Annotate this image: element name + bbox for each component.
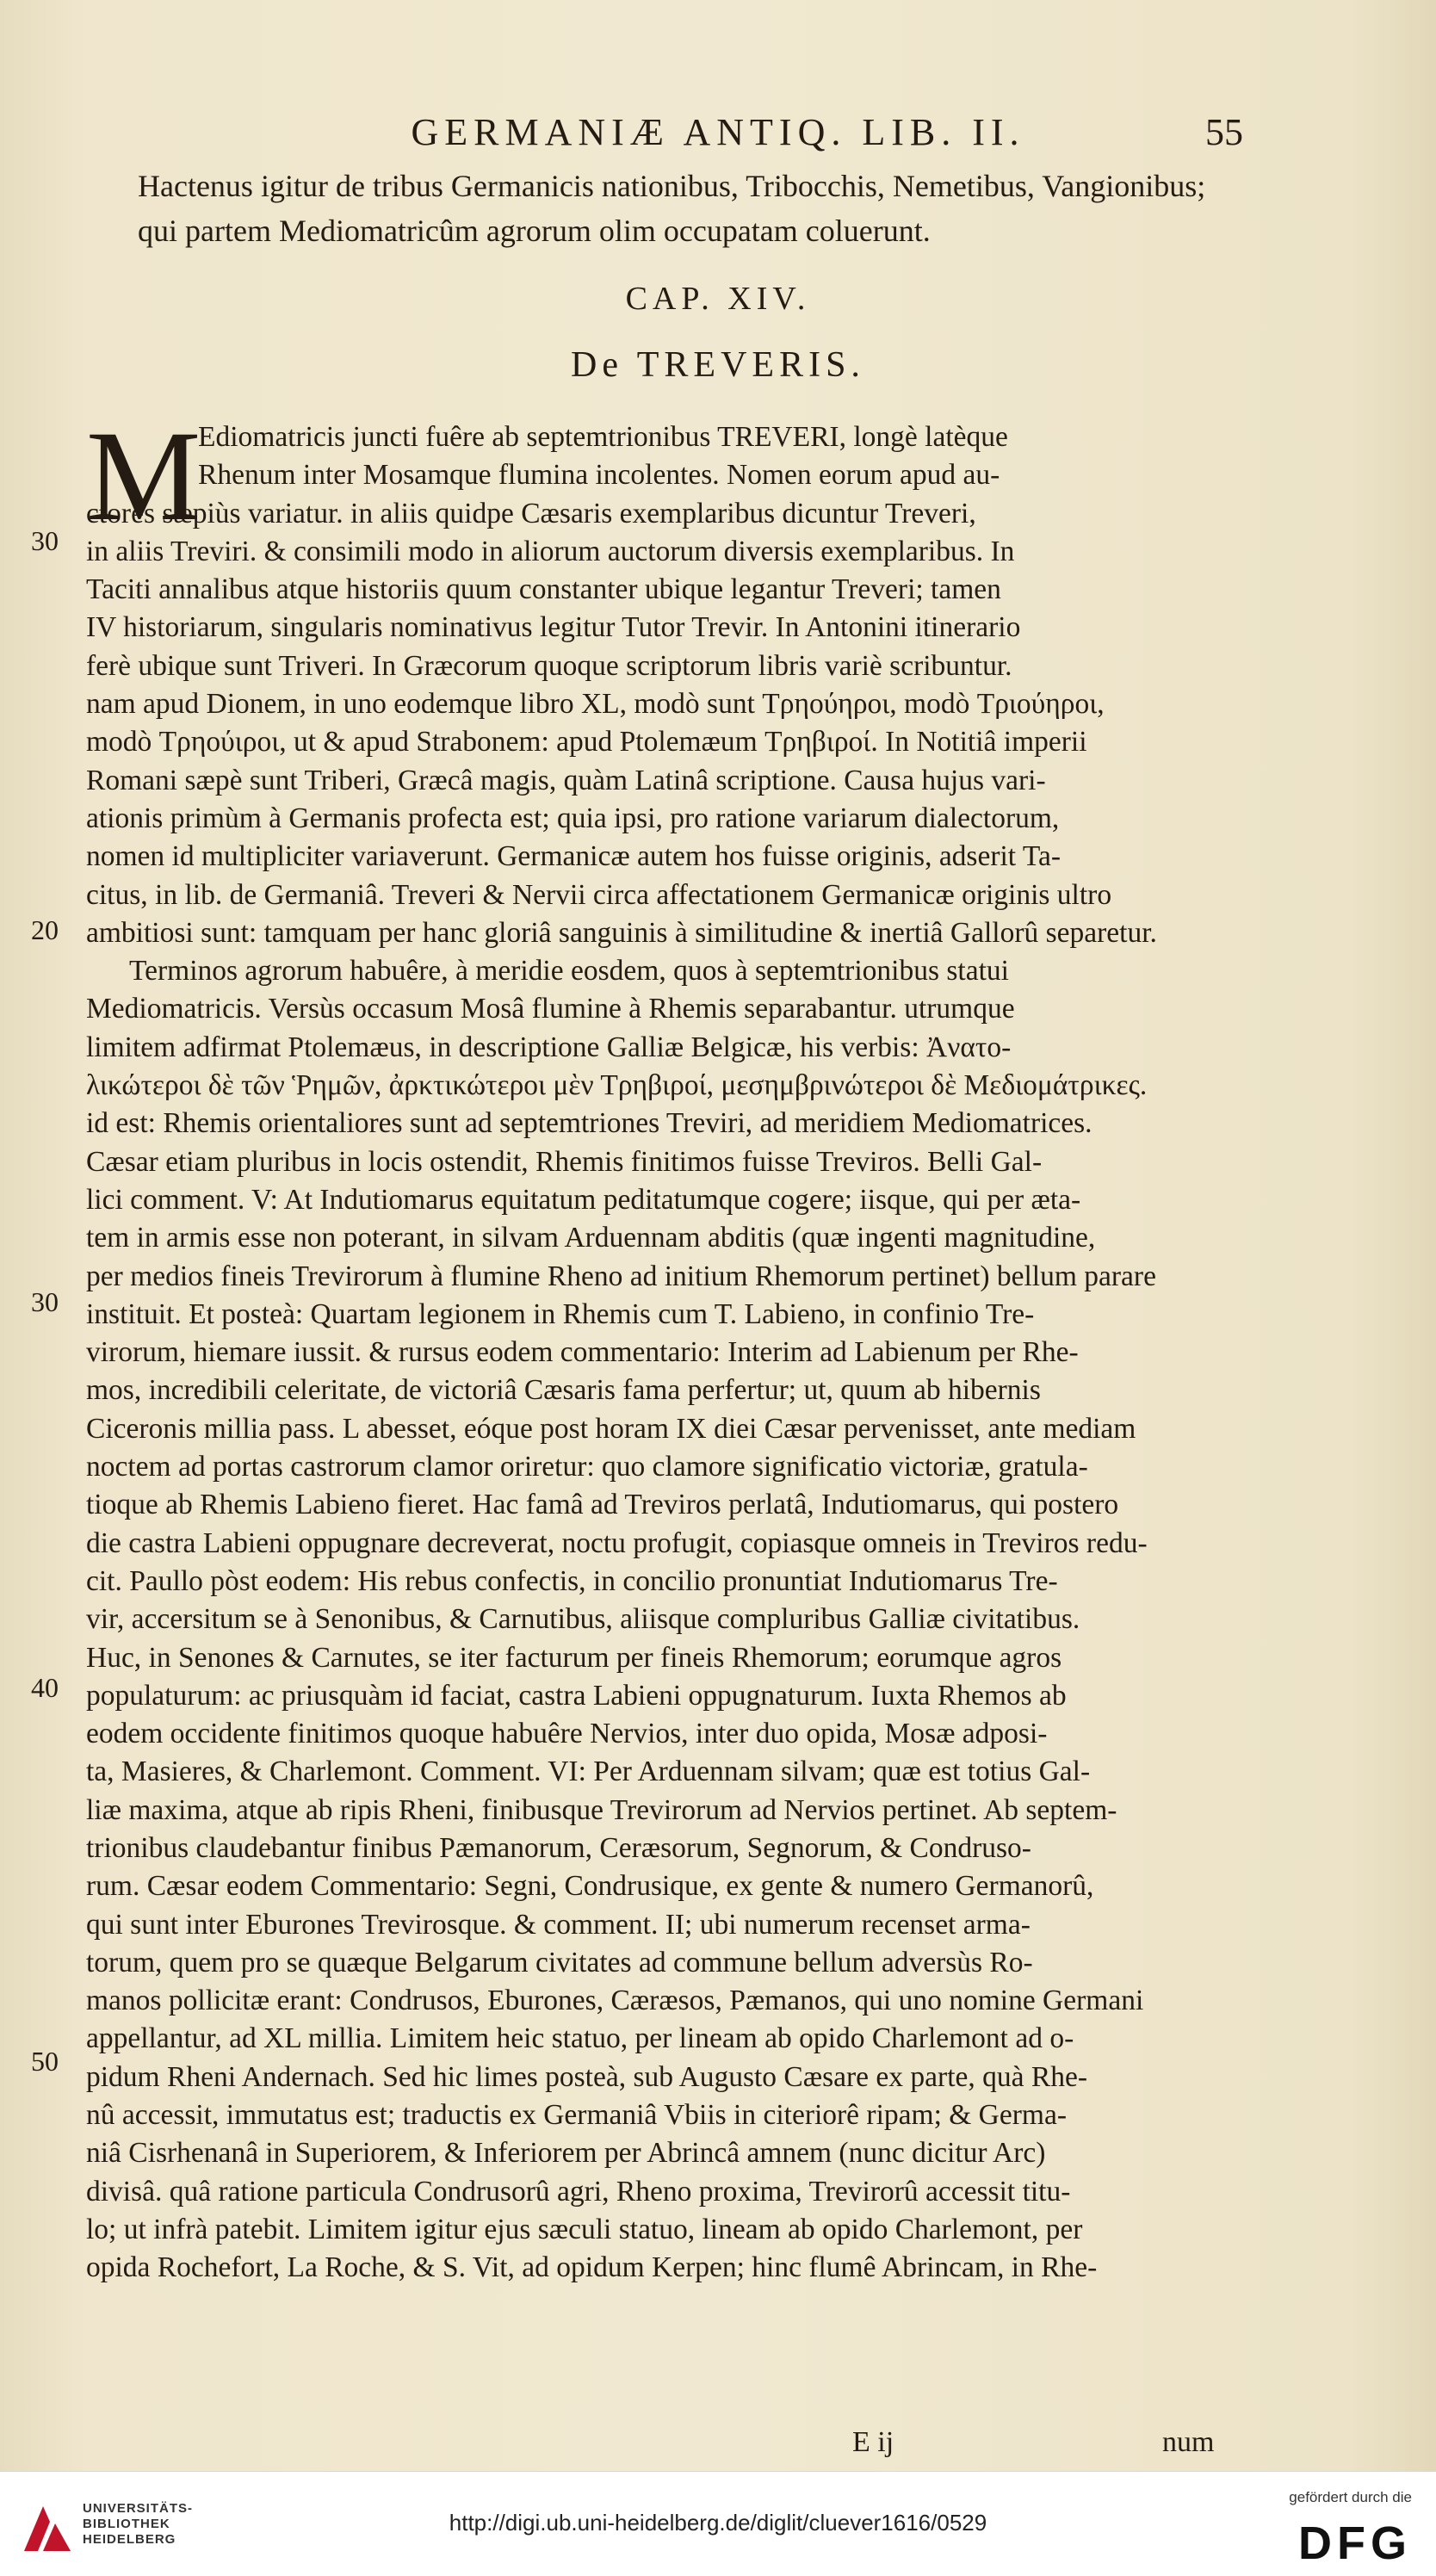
text-line: ferè ubique sunt Triveri. In Græcorum quoque scriptorum libris variè scribuntur.: [86, 649, 1012, 682]
dfg-logo: DFG: [1298, 2517, 1412, 2569]
signature-mark: E ij: [852, 2426, 894, 2458]
text-line: lo; ut infrà patebit. Limitem igitur ejus sæculi statuo, lineam ab opido Charlemont, per: [86, 2213, 1083, 2245]
text-line: lici comment. V: At Indutiomarus equitatum peditatumque cogere; iisque, qui per æta-: [86, 1183, 1081, 1216]
text-line: Rhenum inter Mosamque flumina incolentes. Nomen eorum apud au-: [198, 459, 1000, 492]
running-head: GERMANIÆ ANTIQ. LIB. II.: [411, 111, 1025, 153]
drop-capital: M: [86, 405, 201, 548]
text-line: ta, Masieres, & Charlemont. Comment. VI: Per Arduennam silvam; quæ est totius Gal-: [86, 1756, 1091, 1788]
text-line: citus, in lib. de Germaniâ. Treveri & Nervii circa affectationem Germanicæ originis ultro: [86, 878, 1112, 911]
text-line: Romani sæpè sunt Triberi, Græcâ magis, quàm Latinâ scriptione. Causa hujus vari-: [86, 764, 1046, 796]
text-line: vir, accersitum se à Senonibus, & Carnutibus, aliisque compluribus Galliæ civitatibus.: [86, 1603, 1080, 1636]
intro-paragraph: Hactenus igitur de tribus Germanicis nationibus, Tribocchis, Nemetibus, Vangionibus; qui partem Mediomatricûm agrorum olim occupatam coluerunt.: [138, 169, 1206, 248]
text-line: in aliis Treviri. & consimili modo in aliorum auctorum diversis exemplaribus. In: [86, 535, 1015, 567]
text-line: mos, incredibili celeritate, de victoriâ Cæsaris fama perfertur; ut, quum ab hibernis: [86, 1374, 1041, 1407]
text-line: eodem occidente finitimos quoque habuêre Nervios, inter duo opida, Mosæ adposi-: [86, 1718, 1048, 1750]
text-line: tem in armis esse non poterant, in silvam Arduennam abditis (quæ ingenti magnitudine,: [86, 1222, 1096, 1254]
text-line: trionibus claudebantur finibus Pæmanorum, Ceræsorum, Segnorum, & Condruso-: [86, 1831, 1031, 1864]
text-line: Ediomatricis juncti fuêre ab septemtrionibus TREVERI, longè latèque: [198, 421, 1008, 453]
text-line: Ciceronis millia pass. L abesset, eóque post horam IX diei Cæsar pervenisset, ante mediam: [86, 1412, 1136, 1445]
viewer-footer: [0, 2471, 1436, 2576]
text-line: Taciti annalibus atque historiis quum constanter ubique legantur Treveri; tamen: [86, 573, 1001, 606]
text-line: virorum, hiemare iussit. & rursus eodem commentario: Interim ad Labienum per Rhe-: [86, 1336, 1079, 1369]
text-line: populaturum: ac priusquàm id faciat, castra Labieni oppugnaturum. Iuxta Rhemos ab: [86, 1679, 1067, 1712]
text-line: instituit. Et posteà: Quartam legionem in Rhemis cum T. Labieno, in confinio Tre-: [86, 1297, 1035, 1330]
margin-line-number: 20: [31, 914, 59, 945]
body-text: [86, 418, 1240, 2288]
text-line: torum, quem pro se quæque Belgarum civitates ad commune bellum adversùs Ro-: [86, 1946, 1033, 1978]
text-line: Mediomatricis. Versùs occasum Mosâ flumine à Rhemis separabantur. utrumque: [86, 993, 1015, 1025]
text-line: per medios fineis Trevirorum à flumine Rheno ad initium Rhemorum pertinet) bellum parare: [86, 1260, 1156, 1292]
text-line: id est: Rhemis orientaliores sunt ad septemtriones Treviri, ad meridiem Mediomatrices.: [86, 1107, 1092, 1140]
text-line: liæ maxima, atque ab ripis Rheni, finibusque Trevirorum ad Nervios pertinet. Ab septem-: [86, 1793, 1117, 1826]
catchword: num: [1162, 2426, 1215, 2458]
text-line: rum. Cæsar eodem Commentario: Segni, Condrusique, ex gente & numero Germanorû,: [86, 1870, 1094, 1903]
text-line: λικώτεροι δὲ τῶν Ῥημῶν, ἀρκτικώτεροι μὲν Τρηβιροί, μεσημβρινώτεροι δὲ Μεδιομάτρικες.: [86, 1069, 1148, 1102]
text-line: pidum Rheni Andernach. Sed hic limes posteà, sub Augusto Cæsare ex parte, quà Rhe-: [86, 2060, 1087, 2093]
margin-line-number: 40: [31, 1672, 59, 1703]
chapter-title: De TREVERIS.: [571, 345, 865, 385]
margin-line-number: 50: [31, 2046, 59, 2077]
page-number: 55: [1205, 111, 1243, 153]
chapter-number: CAP. XIV.: [625, 281, 811, 317]
text-line: nam apud Dionem, in uno eodemque libro XL, modò sunt Τρηούηροι, modò Τριούηροι,: [86, 688, 1105, 721]
text-line: nomen id multipliciter variaverunt. Germanicæ autem hos fuisse originis, adserit Ta-: [86, 840, 1062, 873]
permalink-url[interactable]: http://digi.ub.uni-heidelberg.de/diglit/cluever1616/0529: [449, 2510, 987, 2536]
library-name-line: UNIVERSITÄTS-: [83, 2501, 194, 2516]
text-line: die castra Labieni oppugnare decreverat, noctu profugit, copiasque omneis in Treviros redu-: [86, 1526, 1148, 1559]
text-line: opida Rochefort, La Roche, & S. Vit, ad opidum Kerpen; hinc flumê Abrincam, in Rhe-: [86, 2251, 1098, 2284]
text-line: niâ Cisrhenanâ in Superiorem, & Inferiorem per Abrincâ amnem (nunc dicitur Arc): [86, 2137, 1046, 2170]
text-line: nû accessit, immutatus est; traductis ex Germaniâ Vbiis in citeriorê ripam; & Germa-: [86, 2099, 1067, 2132]
text-line: tioque ab Rhemis Labieno fieret. Hac famâ ad Treviros perlatâ, Indutiomarus, qui postero: [86, 1489, 1119, 1521]
text-line: qui sunt inter Eburones Trevirosque. & comment. II; ubi numerum recenset arma-: [86, 1908, 1031, 1941]
text-line: ationis primùm à Germanis profecta est; quia ipsi, pro ratione variarum dialectorum,: [86, 802, 1060, 834]
margin-line-number: 30: [31, 1286, 59, 1317]
text-line: modò Τρηούιροι, ut & apud Strabonem: apud Ptolemæum Τρηβιροί. In Notitiâ imperii: [86, 726, 1087, 759]
text-line: manos pollicitæ erant: Condrusos, Eburones, Cæræsos, Pæmanos, qui uno nomine Germani: [86, 1985, 1144, 2017]
text-line: cit. Paullo pòst eodem: His rebus confectis, in concilio pronuntiat Indutiomarus Tre-: [86, 1564, 1058, 1597]
text-line: IV historiarum, singularis nominativus legitur Tutor Trevir. In Antonini itinerario: [86, 611, 1021, 644]
funding-label: gefördert durch die: [1289, 2489, 1412, 2505]
text-line: Terminos agrorum habuêre, à meridie eosdem, quos à septemtrionibus statui: [129, 955, 1009, 988]
text-line: Huc, in Senones & Carnutes, se iter facturum per fineis Rhemorum; eorumque agros: [86, 1641, 1062, 1674]
text-line: limitem adfirmat Ptolemæus, in descriptione Galliæ Belgicæ, his verbis: Ἀνατο-: [86, 1031, 1012, 1063]
text-line: noctem ad portas castrorum clamor oriretur: quo clamore significatio victoriæ, gratula-: [86, 1451, 1088, 1483]
library-name-line: HEIDELBERG: [83, 2532, 176, 2547]
text-line: ctores sæpiùs variatur. in aliis quidpe Cæsaris exemplaribus dicuntur Treveri,: [86, 497, 976, 529]
library-name-line: BIBLIOTHEK: [83, 2517, 170, 2531]
text-line: Cæsar etiam pluribus in locis ostendit, Rhemis finitimos fuisse Treviros. Belli Gal-: [86, 1145, 1043, 1178]
text-line: appellantur, ad XL millia. Limitem heic statuo, per lineam ab opido Charlemont ad o-: [86, 2022, 1074, 2055]
text-line: divisâ. quâ ratione particula Condrusorû agri, Rheno proxima, Trevirorû accessit titu-: [86, 2175, 1071, 2208]
margin-line-number: 30: [31, 525, 59, 556]
text-line: ambitiosi sunt: tamquam per hanc gloriâ sanguinis à similitudine & inertiâ Gallorû separetur.: [86, 916, 1157, 949]
